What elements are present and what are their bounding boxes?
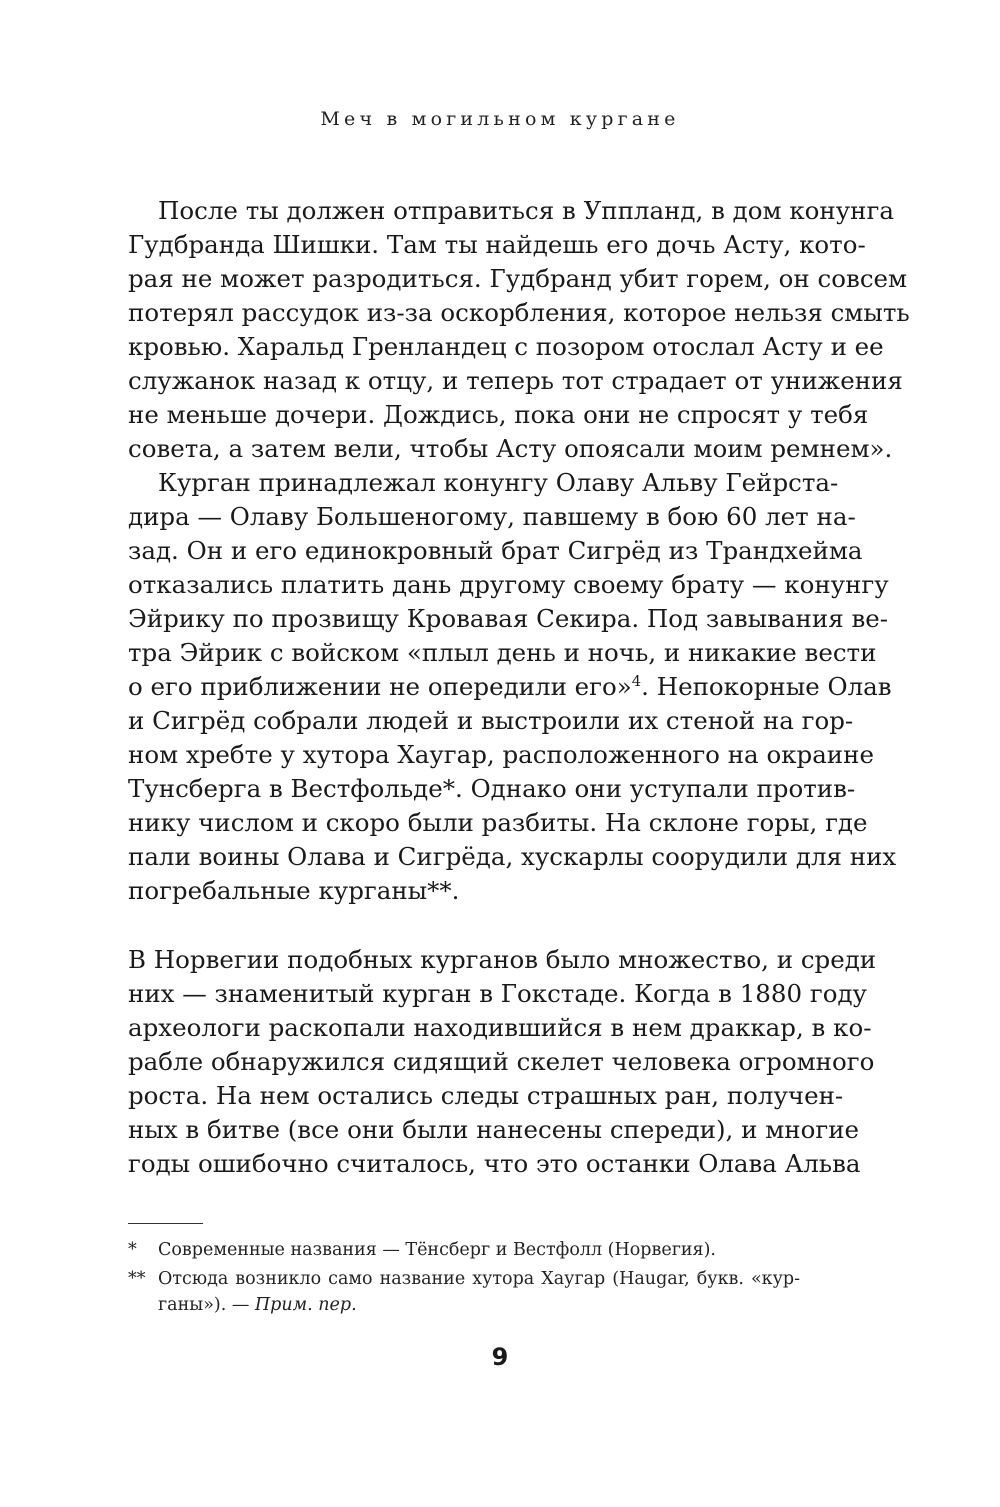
text-line: рабле обнаружился сидящий скелет человека огромного	[128, 1047, 875, 1076]
text-line: ном хребте у хутора Хаугар, расположенного на окраине	[128, 740, 874, 769]
text-line: тра Эйрик с войском «плыл день и ночь, и никакие вести	[128, 638, 877, 667]
footnote-ref: 4	[631, 672, 642, 690]
text-line: В Норвегии подобных курганов было множество, и среди	[128, 945, 877, 974]
text-line: пали воины Олава и Сигрёда, хускарлы соорудили для них	[128, 842, 897, 871]
translator-note: Прим. пер.	[254, 1295, 357, 1315]
footnote-text	[158, 1292, 800, 1318]
footnote-text: Отсюда возникло само название хутора Хаугар (Haugar, букв. «кур-	[158, 1269, 800, 1289]
footnote-mark: *	[128, 1240, 137, 1260]
text-line: После ты должен отправиться в Уппланд, в дом конунга	[158, 196, 894, 225]
text-line: Тунсберга в Вестфольде*. Однако они уступали против-	[128, 774, 856, 803]
text-line: отказались платить дань другому своему брату — конунгу	[128, 570, 889, 599]
footnote-mark: **	[128, 1269, 146, 1289]
text-line-part: о его приближении не опередили его»	[128, 672, 632, 701]
text-line: рая не может разродиться. Гудбранд убит горем, он совсем	[128, 264, 908, 293]
text-line	[128, 670, 892, 704]
footnote-text-part: ганы»). —	[158, 1295, 255, 1315]
text-line: совета, а затем вели, чтобы Асту опоясали моим ремнем».	[128, 434, 893, 463]
page-number: 9	[491, 1343, 509, 1371]
text-line: не меньше дочери. Дождись, пока они не спросят у тебя	[128, 400, 869, 429]
text-line: ных в битве (все они были нанесены спереди), и многие	[128, 1115, 860, 1144]
text-line: и Сигрёд собрали людей и выстроили их стеной на гор-	[128, 706, 854, 735]
text-line: служанок назад к отцу, и теперь тот страдает от унижения	[128, 366, 903, 395]
text-line: археологи раскопали находившийся в нем драккар, в ко-	[128, 1013, 872, 1042]
text-line-part: . Непокорные Олав	[641, 672, 892, 701]
text-line: них — знаменитый курган в Гокстаде. Когда в 1880 году	[128, 979, 867, 1008]
running-head: Меч в могильном кургане	[320, 108, 680, 130]
text-line: годы ошибочно считалось, что это останки Олава Альва	[128, 1149, 861, 1178]
footnote-text: Современные названия — Тёнсберг и Вестфолл (Норвегия).	[158, 1240, 716, 1260]
text-line: зад. Он и его единокровный брат Сигрёд из Трандхейма	[128, 536, 863, 565]
text-line: роста. На нем остались следы страшных ран, получен-	[128, 1081, 844, 1110]
text-line: Гудбранда Шишки. Там ты найдешь его дочь Асту, кото-	[128, 230, 866, 259]
text-line: нику числом и скоро были разбиты. На склоне горы, где	[128, 808, 868, 837]
text-line: Курган принадлежал конунгу Олаву Альву Гейрста-	[158, 468, 839, 497]
text-line: погребальные курганы**.	[128, 876, 460, 905]
text-line: дира — Олаву Большеногому, павшему в бою 60 лет на-	[128, 502, 856, 531]
text-line: потерял рассудок из-за оскорбления, которое нельзя смыть	[128, 298, 910, 327]
footnote-divider	[128, 1223, 203, 1224]
text-line: кровью. Харальд Гренландец с позором отослал Асту и ее	[128, 332, 884, 361]
text-line: Эйрику по прозвищу Кровавая Секира. Под завывания ве-	[128, 604, 889, 633]
